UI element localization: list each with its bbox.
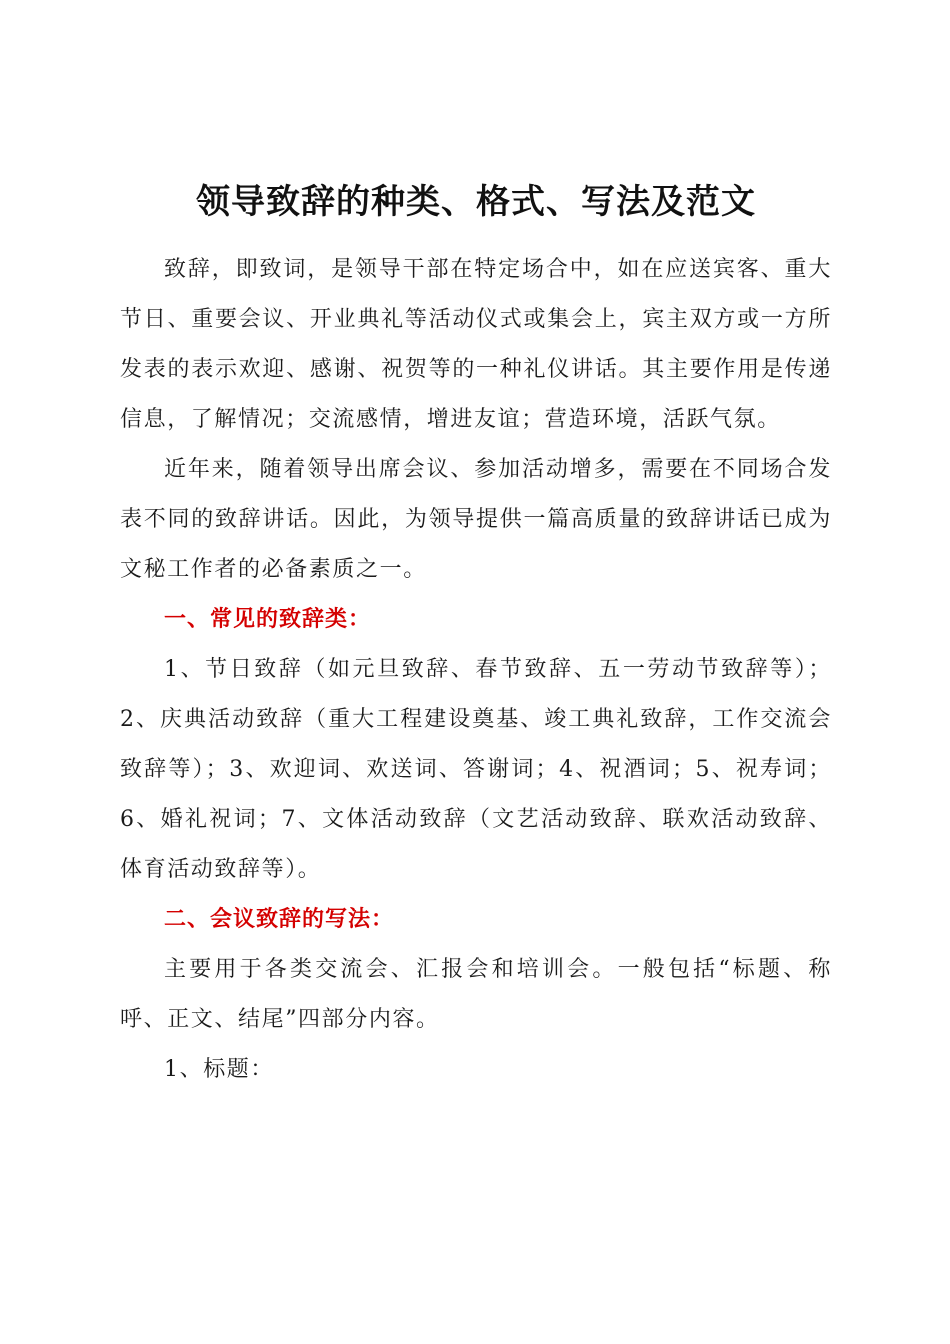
document-title: 领导致辞的种类、格式、写法及范文 [196,182,756,222]
section-heading-writing: 二、会议致辞的写法： [164,907,395,932]
types-paragraph: 1、节日致辞（如元旦致辞、春节致辞、五一劳动节致辞等）；2、庆典活动致辞（重大工程建设奠基、竣工典礼致辞，工作交流会致辞等）；3、欢迎词、欢送词、答谢词；4、祝酒词；5、祝寿词；6、婚礼祝词；7、文体活动致辞（文艺活动致辞、联欢活动致辞、体育活动致辞等）。 [120,657,832,882]
section-heading-types: 一、常见的致辞类： [164,607,372,632]
writing-paragraph: 主要用于各类交流会、汇报会和培训会。一般包括“标题、称呼、正文、结尾”四部分内容。 [120,957,832,1032]
subheading-title: 1、标题： [164,1057,274,1082]
document-body [120,245,832,1095]
intro-paragraph: 致辞，即致词，是领导干部在特定场合中，如在应送宾客、重大节日、重要会议、开业典礼等活动仪式或集会上，宾主双方或一方所发表的表示欢迎、感谢、祝贺等的一种礼仪讲话。其主要作用是传递信息，了解情况；交流感情，增进友谊；营造环境，活跃气氛。 [120,257,832,432]
context-paragraph: 近年来，随着领导出席会议、参加活动增多，需要在不同场合发表不同的致辞讲话。因此，为领导提供一篇高质量的致辞讲话已成为文秘工作者的必备素质之一。 [120,457,832,582]
